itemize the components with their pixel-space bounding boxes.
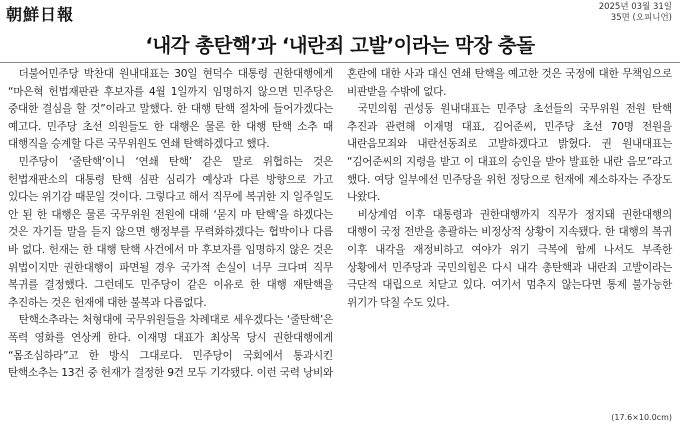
clipping-size-note: (17.6×10.0cm) xyxy=(611,413,672,422)
article-body xyxy=(8,66,672,406)
page-section: 35면 (오피니언) xyxy=(610,13,672,23)
article-paragraph-2: 민주당이 ‘줄탄핵’이니 ‘연쇄 탄핵’ 같은 말로 위협하는 것은 헌법재판소의 대통령 탄핵 심판 심리가 예상과 다른 방향으로 가고 있다는 위기감 때문일 것이다. 그렇다고 해서 직무에 복귀한 지 일주일도 안 된 한 대행은 물론 국무위원 전원에 대해 ‘묻지 마 탄핵’을 하겠다는 것은 자기들 말을 듣지 않으면 행정부를 무력화하겠다는 협박이나 다름 바 없다. 헌재는 한 대행 탄핵 사건에서 마 후보자를 임명하지 않은 것은 위법이지만 권한대행이 파면될 경우 국가적 손실이 너무 크다며 직무 복귀를 결정했다. 그런데도 민주당이 같은 이유로 한 대행 재탄핵을 추진하는 것은 헌재에 대한 불복과 다름없다. xyxy=(8,155,333,309)
article-paragraph-3: 탄핵소추라는 처형대에 국무위원들을 차례대로 세우겠다는 ‘줄탄핵’은 폭력 영화를 연상케 한다. 이재명 대표가 최상목 당시 권한대행에게 “몸조심하라”고 한 방식 그대로다. 민주당이 국회에서 통과시킨 탄핵소추는 13건 중 헌재가 결정한 9건 모두 기각됐다. 이런 국력 낭비와 혼란에 대한 사과 대신 연쇄 탄핵을 예고한 것은 국정에 대한 무책임으로 비판받을 수밖에 없다. xyxy=(8,68,672,380)
editorial-headline: ‘내각 총탄핵’과 ‘내란죄 고발’이라는 막장 충돌 xyxy=(145,34,535,57)
headline-divider xyxy=(0,62,680,63)
dateline xyxy=(599,2,672,24)
article-paragraph-4: 국민의힘 권성동 원내대표는 민주당 초선들의 국무위원 전원 탄핵 추진과 관련해 이재명 대표, 김어준씨, 민주당 초선 70명 전원을 내란음모죄와 내란선동죄로 고발하겠다고 밝혔다. 권 원내대표는 “김어준씨의 지령을 받고 이 대표의 승인을 받아 발표한 내란 음모”라고 했다. 여당 일부에선 민주당을 위헌 정당으로 헌재에 제소하자는 주장도 나왔다. xyxy=(347,103,672,204)
article-paragraph-1: 더불어민주당 박찬대 원내대표는 30일 현덕수 대통령 권한대행에게 “마은혁 헌법재판관 후보자를 4월 1일까지 임명하지 않으면 민주당은 중대한 결심을 할 것”이라고 말했다. 한 대행 탄핵 절차에 들어가겠다는 예고다. 민주당 초선 의원들도 한 대행은 물론 한 대행 탄핵 소추 때 대행직을 승계할 다른 국무위원도 연쇄 탄핵하겠다고 했다. xyxy=(8,68,333,151)
article-paragraph-5: 비상계엄 이후 대통령과 권한대행까지 직무가 정지돼 권한대행의 대행이 국정 전반을 총괄하는 비정상적 상황이 지속됐다. 한 대행의 복귀 이후 내각을 재정비하고 여야가 위기 극복에 함께 나서도 부족한 상황에서 민주당과 국민의힘은 다시 내각 총탄핵과 내란죄 고발이라는 극단적 대립으로 치닫고 있다. 여기서 멈추지 않는다면 통제 불가능한 위기가 닥칠 수도 있다. xyxy=(347,208,672,309)
newspaper-logo: 朝鮮日報 xyxy=(6,5,75,24)
publish-date: 2025년 03월 31일 xyxy=(598,2,672,12)
